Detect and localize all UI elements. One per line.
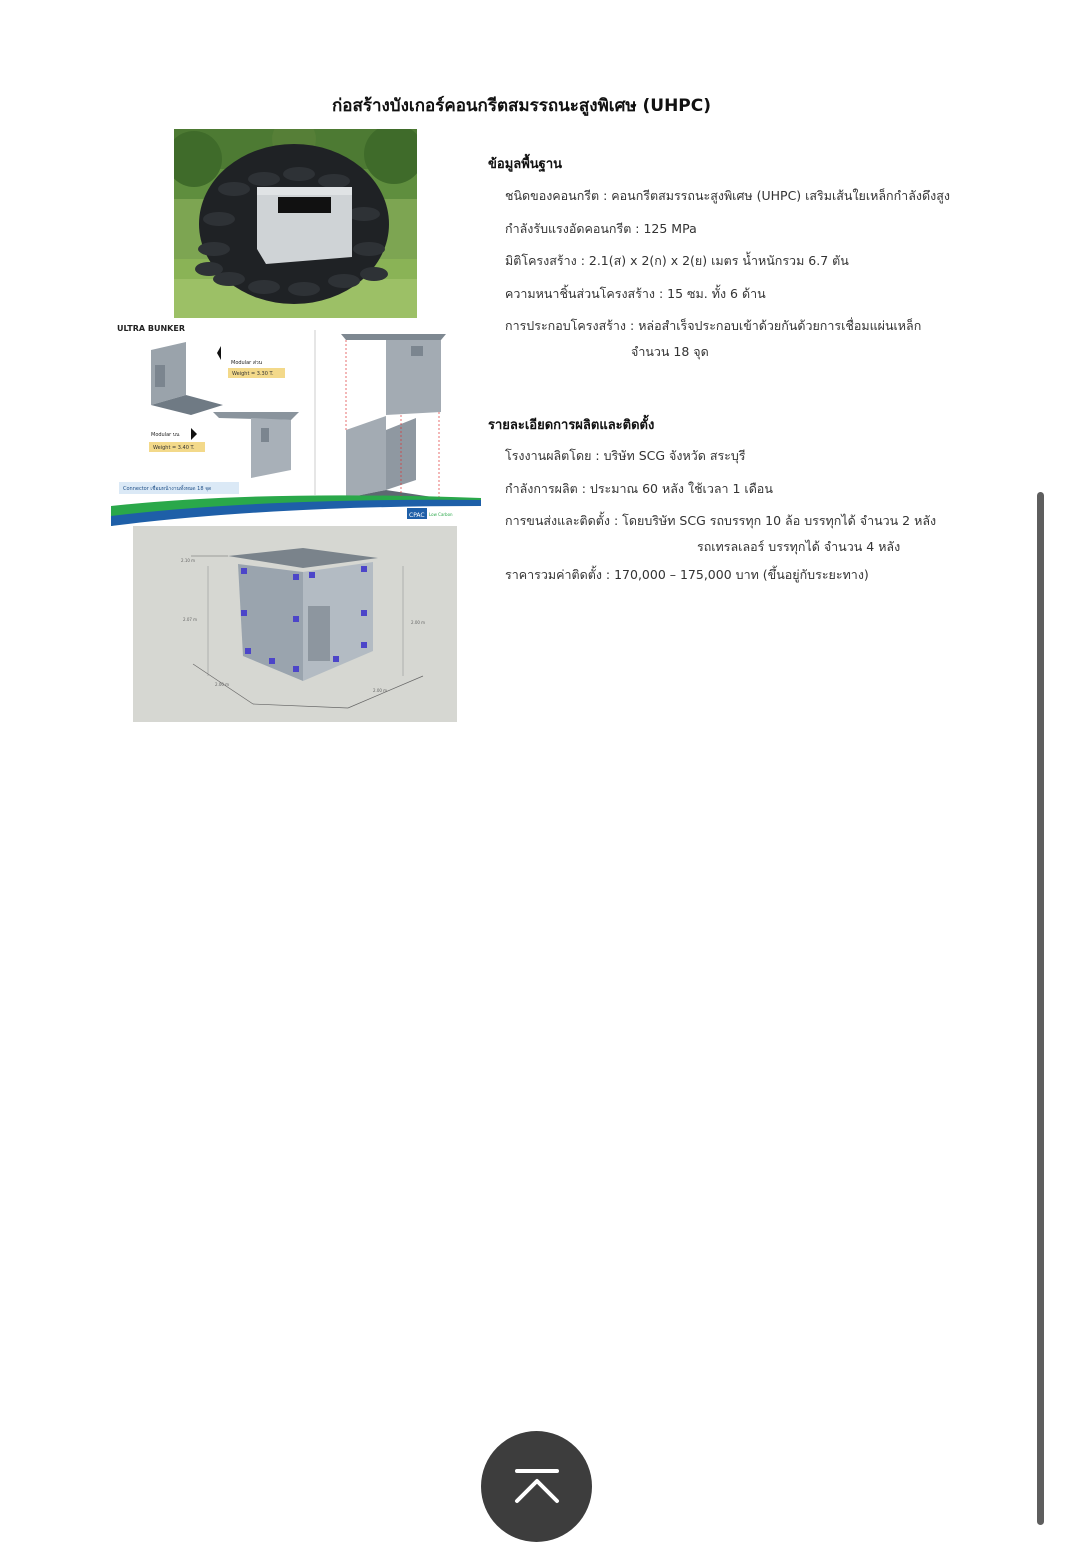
basic-item: กำลังรับแรงอัดคอนกรีต : 125 MPa xyxy=(505,221,697,236)
dim-top: 2.10 m xyxy=(181,558,196,563)
production-heading: รายละเอียดการผลิตและติดตั้ง xyxy=(488,418,655,433)
basic-item xyxy=(505,316,921,362)
module-side-weight: Weight = 3.30 T. xyxy=(232,371,274,377)
module-top-weight: Weight = 3.40 T. xyxy=(153,445,195,451)
connector-label: Connector เชื่อมหน้างานทั้งหมด 18 จุด xyxy=(123,486,212,492)
production-item: โรงงานผลิตโดย : บริษัท SCG จังหวัด สระบุรี xyxy=(505,448,746,463)
basic-item: ความหนาชิ้นส่วนโครงสร้าง : 15 ซม. ทั้ง 6 ด้าน xyxy=(505,286,766,301)
module-side-label: Modular ส่วน xyxy=(231,360,263,366)
production-item: กำลังการผลิต : ประมาณ 60 หลัง ใช้เวลา 1 เดือน xyxy=(505,481,773,496)
scrollbar[interactable] xyxy=(1037,492,1044,1525)
production-item xyxy=(505,511,936,557)
production-item: ราคารวมค่าติดตั้ง : 170,000 – 175,000 บาท (ขึ้นอยู่กับระยะทาง) xyxy=(505,567,869,582)
basic-item: ชนิดของคอนกรีต : คอนกรีตสมรรถนะสูงพิเศษ (UHPC) เสริมเส้นใยเหล็กกำลังดึงสูง xyxy=(505,188,950,203)
chevron-up-icon xyxy=(481,1431,592,1542)
bunker-photo xyxy=(174,129,417,318)
diagram-heading: ULTRA BUNKER xyxy=(117,324,185,333)
production-item-continuation: รถเทรลเลอร์ บรรทุกได้ จำนวน 4 หลัง xyxy=(697,539,901,554)
dim-right: 2.00 m xyxy=(411,620,426,625)
production-item-text: การขนส่งและติดตั้ง : โดยบริษัท SCG รถบรรทุก 10 ล้อ บรรทุกได้ จำนวน 2 หลัง xyxy=(505,513,937,528)
basic-heading: ข้อมูลพื้นฐาน xyxy=(488,157,563,172)
module-top-label: Modular บน xyxy=(151,432,180,438)
page-title: ก่อสร้างบังเกอร์คอนกรีตสมรรถนะสูงพิเศษ (UHPC) xyxy=(331,96,712,116)
basic-item-text: การประกอบโครงสร้าง : หล่อสำเร็จประกอบเข้าด้วยกันด้วยการเชื่อมแผ่นเหล็ก xyxy=(505,318,922,333)
modular-diagram xyxy=(111,320,481,526)
brand-tag: Low Carbon xyxy=(429,512,453,517)
dim-bottom-left: 2.00 m xyxy=(215,682,230,687)
bunker-3d-render xyxy=(133,526,457,722)
basic-item: มิติโครงสร้าง : 2.1(ส) x 2(ก) x 2(ย) เมตร น้ำหนักรวม 6.7 ตัน xyxy=(505,253,849,268)
dim-bottom-right: 2.00 m xyxy=(373,688,388,693)
basic-item-continuation: จำนวน 18 จุด xyxy=(631,344,709,359)
scroll-to-top-button[interactable] xyxy=(481,1431,592,1542)
dim-left: 2.07 m xyxy=(183,617,198,622)
brand-logo: CPAC xyxy=(409,512,425,519)
